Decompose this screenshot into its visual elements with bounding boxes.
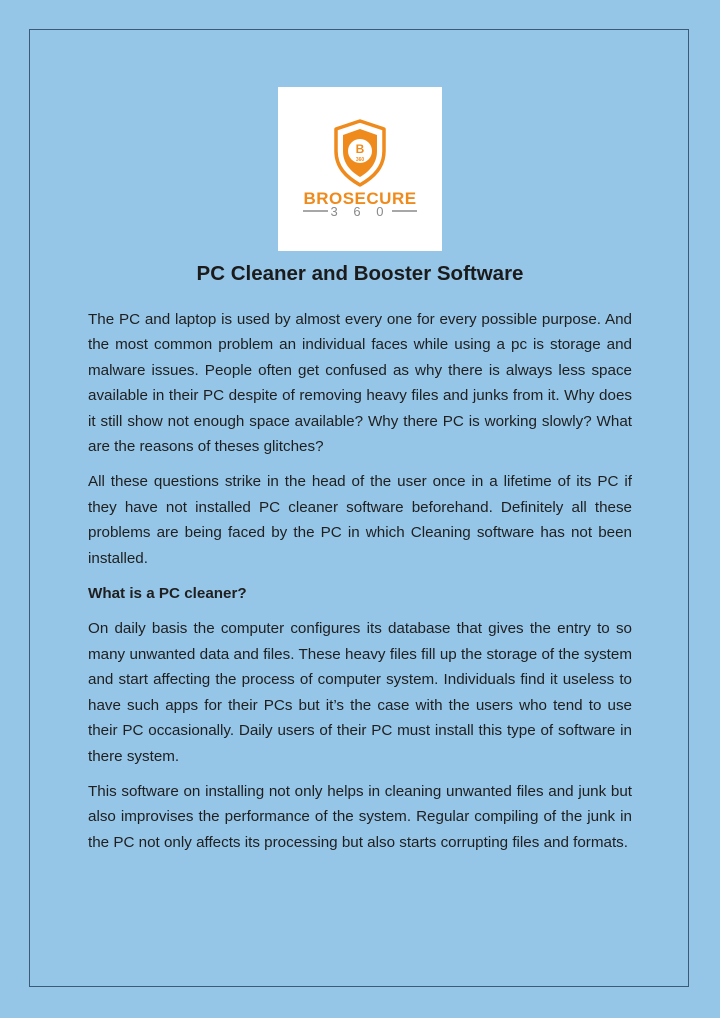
- document-body: [88, 307, 632, 865]
- brand-number: 3 6 0: [330, 204, 390, 219]
- paragraph-3: On daily basis the computer configures its database that gives the entry to so many unwanted data and files. These heavy files fill up the storage of the system and start affecting the process of computer system. Individuals find it useless to have such apps for their PCs but it’s the case with the users who tend to use their PC occasionally. Daily users of their PC must install this type of software in there system.: [88, 620, 632, 765]
- brosecure-logo: [278, 87, 442, 251]
- paragraph-4: This software on installing not only helps in cleaning unwanted files and junk but also improvises the performance of the system. Regular compiling of the junk in the PC not only affects its processing but also starts corrupting files and formats.: [88, 782, 632, 851]
- shield-logo-icon: [278, 87, 442, 251]
- badge-letter: B: [355, 142, 365, 156]
- document-title: PC Cleaner and Booster Software: [196, 262, 524, 285]
- badge-number: 360: [355, 157, 365, 163]
- paragraph-2: All these questions strike in the head of the user once in a lifetime of its PC if they have not installed PC cleaner software beforehand. Definitely all these problems are being faced by the PC in which Cleaning software has not been installed.: [88, 473, 632, 567]
- section-heading: What is a PC cleaner?: [88, 585, 247, 603]
- brand-name: BROSECURE: [303, 189, 417, 208]
- paragraph-1: The PC and laptop is used by almost every one for every possible purpose. And the most common problem an individual faces while using a pc is storage and malware issues. People often get confused as why there is always less space available in their PC despite of removing heavy files and junks from it. Why does it still show not enough space available? Why there PC is working slowly? What are the reasons of theses glitches?: [88, 311, 632, 456]
